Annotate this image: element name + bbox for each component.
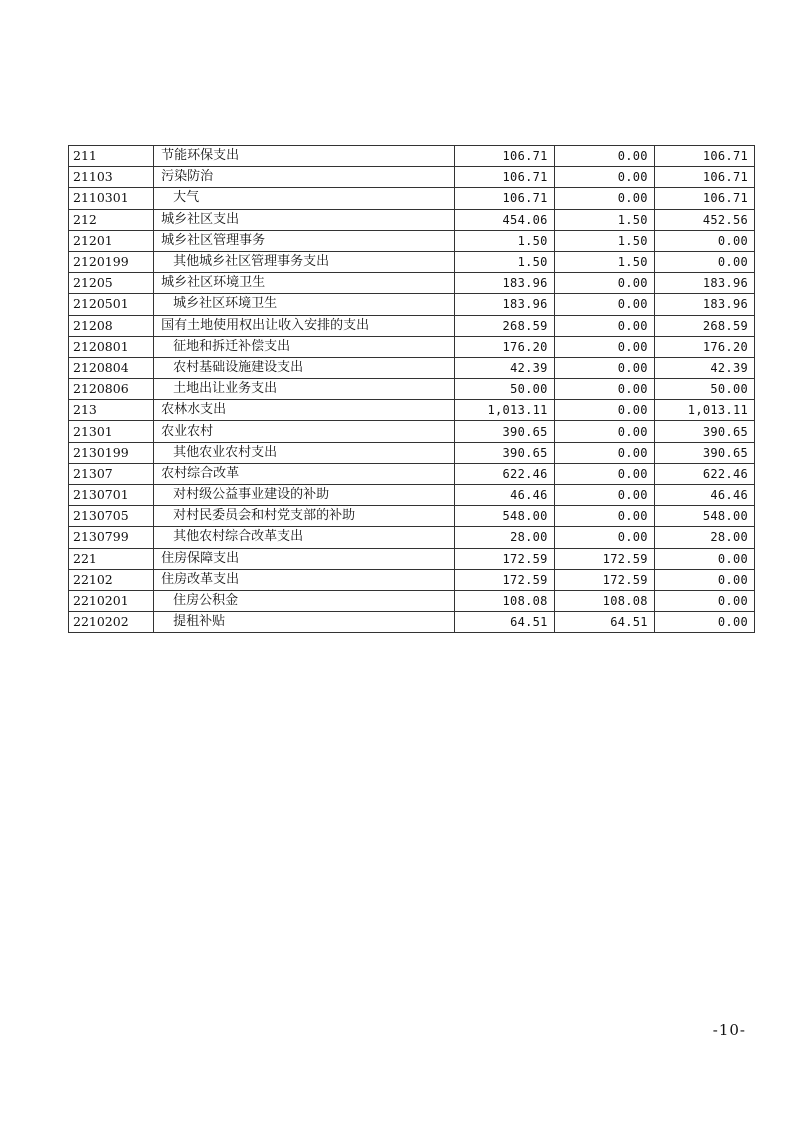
subject-name-cell: 其他农村综合改革支出 [154,527,454,548]
subject-code-cell: 2120806 [69,379,154,400]
basic-expenditure-cell: 172.59 [554,569,654,590]
project-expenditure-cell: 390.65 [654,421,754,442]
table-row [69,590,755,611]
table-row [69,527,755,548]
subject-name-cell: 征地和拆迁补偿支出 [154,336,454,357]
subject-name-cell: 提租补贴 [154,612,454,633]
subject-name-cell: 污染防治 [154,167,454,188]
basic-expenditure-cell: 0.00 [554,463,654,484]
table-row [69,400,755,421]
total-amount-cell: 1.50 [454,230,554,251]
table-row [69,273,755,294]
basic-expenditure-cell: 0.00 [554,294,654,315]
subject-name-cell: 国有土地使用权出让收入安排的支出 [154,315,454,336]
project-expenditure-cell: 46.46 [654,485,754,506]
project-expenditure-cell: 28.00 [654,527,754,548]
total-amount-cell: 268.59 [454,315,554,336]
project-expenditure-cell: 0.00 [654,612,754,633]
page-number: -10- [712,1021,746,1039]
subject-code-cell: 2130701 [69,485,154,506]
subject-code-cell: 211 [69,146,154,167]
project-expenditure-cell: 183.96 [654,273,754,294]
subject-code-cell: 21201 [69,230,154,251]
table-row [69,357,755,378]
subject-code-cell: 21208 [69,315,154,336]
subject-name-cell: 农村基础设施建设支出 [154,357,454,378]
table-row [69,442,755,463]
subject-name-cell: 住房公积金 [154,590,454,611]
table-row [69,294,755,315]
basic-expenditure-cell: 0.00 [554,485,654,506]
basic-expenditure-cell: 0.00 [554,506,654,527]
subject-code-cell: 2120801 [69,336,154,357]
project-expenditure-cell: 106.71 [654,188,754,209]
table-row [69,167,755,188]
table-row [69,230,755,251]
total-amount-cell: 50.00 [454,379,554,400]
subject-name-cell: 农村综合改革 [154,463,454,484]
subject-code-cell: 2210202 [69,612,154,633]
basic-expenditure-cell: 1.50 [554,230,654,251]
project-expenditure-cell: 452.56 [654,209,754,230]
total-amount-cell: 42.39 [454,357,554,378]
table-row [69,548,755,569]
subject-name-cell: 对村民委员会和村党支部的补助 [154,506,454,527]
table-row [69,421,755,442]
subject-code-cell: 22102 [69,569,154,590]
project-expenditure-cell: 106.71 [654,146,754,167]
subject-code-cell: 213 [69,400,154,421]
project-expenditure-cell: 268.59 [654,315,754,336]
subject-name-cell: 其他城乡社区管理事务支出 [154,251,454,272]
table-row [69,188,755,209]
table-row [69,315,755,336]
basic-expenditure-cell: 0.00 [554,442,654,463]
subject-code-cell: 2120199 [69,251,154,272]
subject-code-cell: 2110301 [69,188,154,209]
project-expenditure-cell: 1,013.11 [654,400,754,421]
total-amount-cell: 172.59 [454,569,554,590]
basic-expenditure-cell: 1.50 [554,251,654,272]
subject-code-cell: 212 [69,209,154,230]
table-row [69,569,755,590]
basic-expenditure-cell: 0.00 [554,400,654,421]
subject-name-cell: 住房改革支出 [154,569,454,590]
subject-code-cell: 2130799 [69,527,154,548]
total-amount-cell: 106.71 [454,167,554,188]
subject-code-cell: 2120804 [69,357,154,378]
total-amount-cell: 183.96 [454,294,554,315]
project-expenditure-cell: 622.46 [654,463,754,484]
total-amount-cell: 46.46 [454,485,554,506]
table-row [69,485,755,506]
subject-code-cell: 221 [69,548,154,569]
subject-code-cell: 21103 [69,167,154,188]
subject-code-cell: 2120501 [69,294,154,315]
total-amount-cell: 622.46 [454,463,554,484]
table-row [69,506,755,527]
total-amount-cell: 106.71 [454,188,554,209]
total-amount-cell: 390.65 [454,442,554,463]
basic-expenditure-cell: 0.00 [554,421,654,442]
basic-expenditure-cell: 1.50 [554,209,654,230]
total-amount-cell: 172.59 [454,548,554,569]
table-body [69,146,755,633]
basic-expenditure-cell: 64.51 [554,612,654,633]
table-row [69,612,755,633]
basic-expenditure-cell: 172.59 [554,548,654,569]
subject-name-cell: 其他农业农村支出 [154,442,454,463]
table-row [69,379,755,400]
subject-name-cell: 农业农村 [154,421,454,442]
subject-code-cell: 2130705 [69,506,154,527]
project-expenditure-cell: 0.00 [654,569,754,590]
total-amount-cell: 64.51 [454,612,554,633]
project-expenditure-cell: 0.00 [654,590,754,611]
subject-name-cell: 城乡社区管理事务 [154,230,454,251]
project-expenditure-cell: 0.00 [654,251,754,272]
basic-expenditure-cell: 0.00 [554,357,654,378]
subject-code-cell: 21205 [69,273,154,294]
project-expenditure-cell: 50.00 [654,379,754,400]
subject-code-cell: 2130199 [69,442,154,463]
subject-name-cell: 城乡社区支出 [154,209,454,230]
project-expenditure-cell: 0.00 [654,230,754,251]
total-amount-cell: 1,013.11 [454,400,554,421]
table-row [69,251,755,272]
total-amount-cell: 108.08 [454,590,554,611]
table-row [69,463,755,484]
total-amount-cell: 390.65 [454,421,554,442]
budget-expenditure-table [68,145,755,633]
total-amount-cell: 183.96 [454,273,554,294]
total-amount-cell: 28.00 [454,527,554,548]
subject-name-cell: 城乡社区环境卫生 [154,294,454,315]
project-expenditure-cell: 176.20 [654,336,754,357]
project-expenditure-cell: 42.39 [654,357,754,378]
subject-name-cell: 住房保障支出 [154,548,454,569]
basic-expenditure-cell: 108.08 [554,590,654,611]
subject-name-cell: 大气 [154,188,454,209]
total-amount-cell: 548.00 [454,506,554,527]
basic-expenditure-cell: 0.00 [554,527,654,548]
basic-expenditure-cell: 0.00 [554,146,654,167]
basic-expenditure-cell: 0.00 [554,273,654,294]
project-expenditure-cell: 183.96 [654,294,754,315]
total-amount-cell: 106.71 [454,146,554,167]
subject-name-cell: 土地出让业务支出 [154,379,454,400]
subject-code-cell: 21307 [69,463,154,484]
project-expenditure-cell: 106.71 [654,167,754,188]
basic-expenditure-cell: 0.00 [554,188,654,209]
project-expenditure-cell: 390.65 [654,442,754,463]
subject-name-cell: 对村级公益事业建设的补助 [154,485,454,506]
basic-expenditure-cell: 0.00 [554,167,654,188]
subject-code-cell: 2210201 [69,590,154,611]
table-row [69,209,755,230]
project-expenditure-cell: 548.00 [654,506,754,527]
table-row [69,146,755,167]
subject-code-cell: 21301 [69,421,154,442]
subject-name-cell: 农林水支出 [154,400,454,421]
project-expenditure-cell: 0.00 [654,548,754,569]
basic-expenditure-cell: 0.00 [554,336,654,357]
table-row [69,336,755,357]
subject-name-cell: 节能环保支出 [154,146,454,167]
total-amount-cell: 454.06 [454,209,554,230]
total-amount-cell: 1.50 [454,251,554,272]
basic-expenditure-cell: 0.00 [554,315,654,336]
total-amount-cell: 176.20 [454,336,554,357]
subject-name-cell: 城乡社区环境卫生 [154,273,454,294]
basic-expenditure-cell: 0.00 [554,379,654,400]
